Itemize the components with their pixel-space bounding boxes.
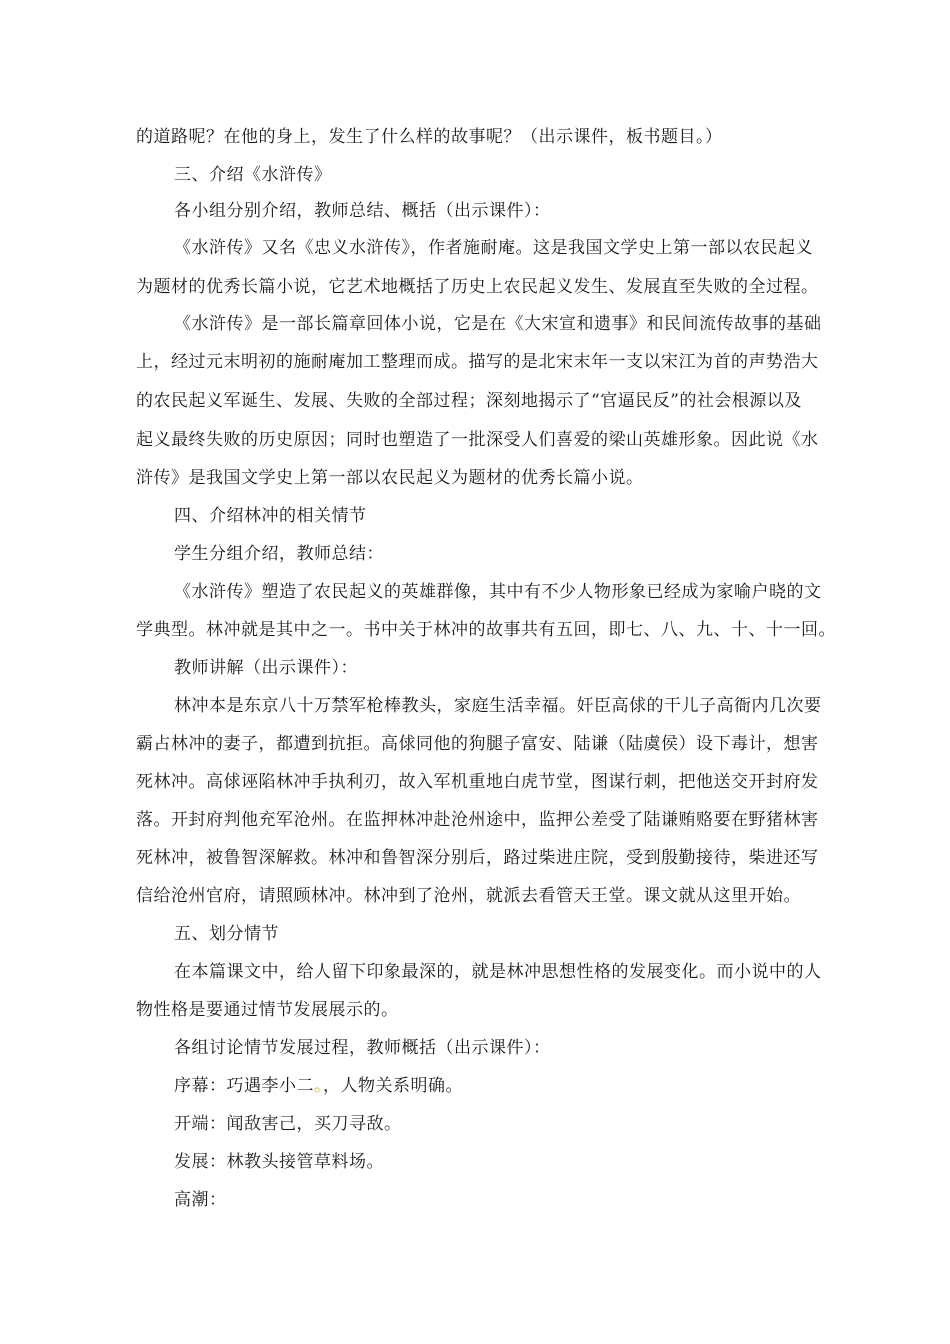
paragraph-line: 各小组分别介绍，教师总结、概括（出示课件）： bbox=[174, 201, 551, 221]
paragraph-line: 死林冲。高俅诬陷林冲手执利刃，故入军机重地白虎节堂，图谋行刺，把他送交开封府发 bbox=[136, 772, 819, 792]
paragraph-line: 学生分组介绍，教师总结： bbox=[174, 544, 384, 564]
paragraph-line: 的农民起义军诞生、发展、失败的全部过程；深刻地揭示了“官逼民反”的社会根源以及 bbox=[136, 391, 802, 411]
plot-development-line: 发展：林教头接管草料场。 bbox=[174, 1152, 384, 1172]
paragraph-line: 为题材的优秀长篇小说，它艺术地概括了历史上农民起义发生、发展直至失败的全过程。 bbox=[136, 277, 819, 297]
paragraph-line: 死林冲，被鲁智深解救。林冲和鲁智深分别后，路过柴进庄院，受到殷勤接待，柴进还写 bbox=[136, 848, 819, 868]
paragraph-line: 浒传》是我国文学史上第一部以农民起义为题材的优秀长篇小说。 bbox=[136, 468, 644, 488]
plot-prologue-line bbox=[174, 1075, 463, 1097]
paragraph-line: 林冲本是东京八十万禁军枪棒教头，家庭生活幸福。奸臣高俅的干儿子高衙内几次要 bbox=[174, 696, 822, 716]
plot-prologue-rest: ，人物关系明确。 bbox=[323, 1076, 463, 1096]
prologue-mark: 。 bbox=[314, 1076, 323, 1096]
paragraph-line: 落。开封府判他充军沧州。在监押林冲赴沧州途中，监押公差受了陆谦贿赂要在野猪林害 bbox=[136, 810, 819, 830]
paragraph-line: 信给沧州官府，请照顾林冲。林冲到了沧州，就派去看管天王堂。课文就从这里开始。 bbox=[136, 886, 801, 906]
paragraph-line: 上，经过元末明初的施耐庵加工整理而成。描写的是北宋末年一支以宋江为首的声势浩大 bbox=[136, 352, 819, 372]
plot-climax-line: 高潮： bbox=[174, 1190, 227, 1210]
paragraph-line: 的道路呢？在他的身上，发生了什么样的故事呢？（出示课件，板书题目。） bbox=[136, 127, 723, 147]
section-heading-4: 四、介绍林冲的相关情节 bbox=[174, 506, 367, 526]
paragraph-line: 学典型。林冲就是其中之一。书中关于林冲的故事共有五回，即七、八、九、十、十一回。 bbox=[136, 620, 836, 640]
paragraph-line: 《水浒传》又名《忠义水浒传》，作者施耐庵。这是我国文学史上第一部以农民起义 bbox=[174, 238, 813, 258]
paragraph-line: 《水浒传》塑造了农民起义的英雄群像，其中有不少人物形象已经成为家喻户晓的文 bbox=[174, 582, 822, 602]
plot-beginning-line: 开端：闻敌害己，买刀寻敌。 bbox=[174, 1114, 402, 1134]
section-heading-5: 五、划分情节 bbox=[174, 924, 279, 944]
section-heading-3: 三、介绍《水浒传》 bbox=[174, 165, 332, 185]
paragraph-line: 霸占林冲的妻子，都遭到抗拒。高俅同他的狗腿子富安、陆谦（陆虞侯）设下毒计，想害 bbox=[136, 734, 819, 754]
paragraph-line: 在本篇课文中，给人留下印象最深的，就是林冲思想性格的发展变化。而小说中的人 bbox=[174, 962, 822, 982]
paragraph-line: 各组讨论情节发展过程，教师概括（出示课件）： bbox=[174, 1038, 551, 1058]
paragraph-line: 物性格是要通过情节发展展示的。 bbox=[136, 1000, 399, 1020]
paragraph-line: 起义最终失败的历史原因；同时也塑造了一批深受人们喜爱的梁山英雄形象。因此说《水 bbox=[136, 430, 819, 450]
paragraph-line: 《水浒传》是一部长篇章回体小说，它是在《大宋宣和遗事》和民间流传故事的基础 bbox=[174, 314, 822, 334]
paragraph-line: 教师讲解（出示课件）： bbox=[174, 658, 358, 678]
plot-prologue-label: 序幕：巧遇李小二 bbox=[174, 1076, 314, 1096]
